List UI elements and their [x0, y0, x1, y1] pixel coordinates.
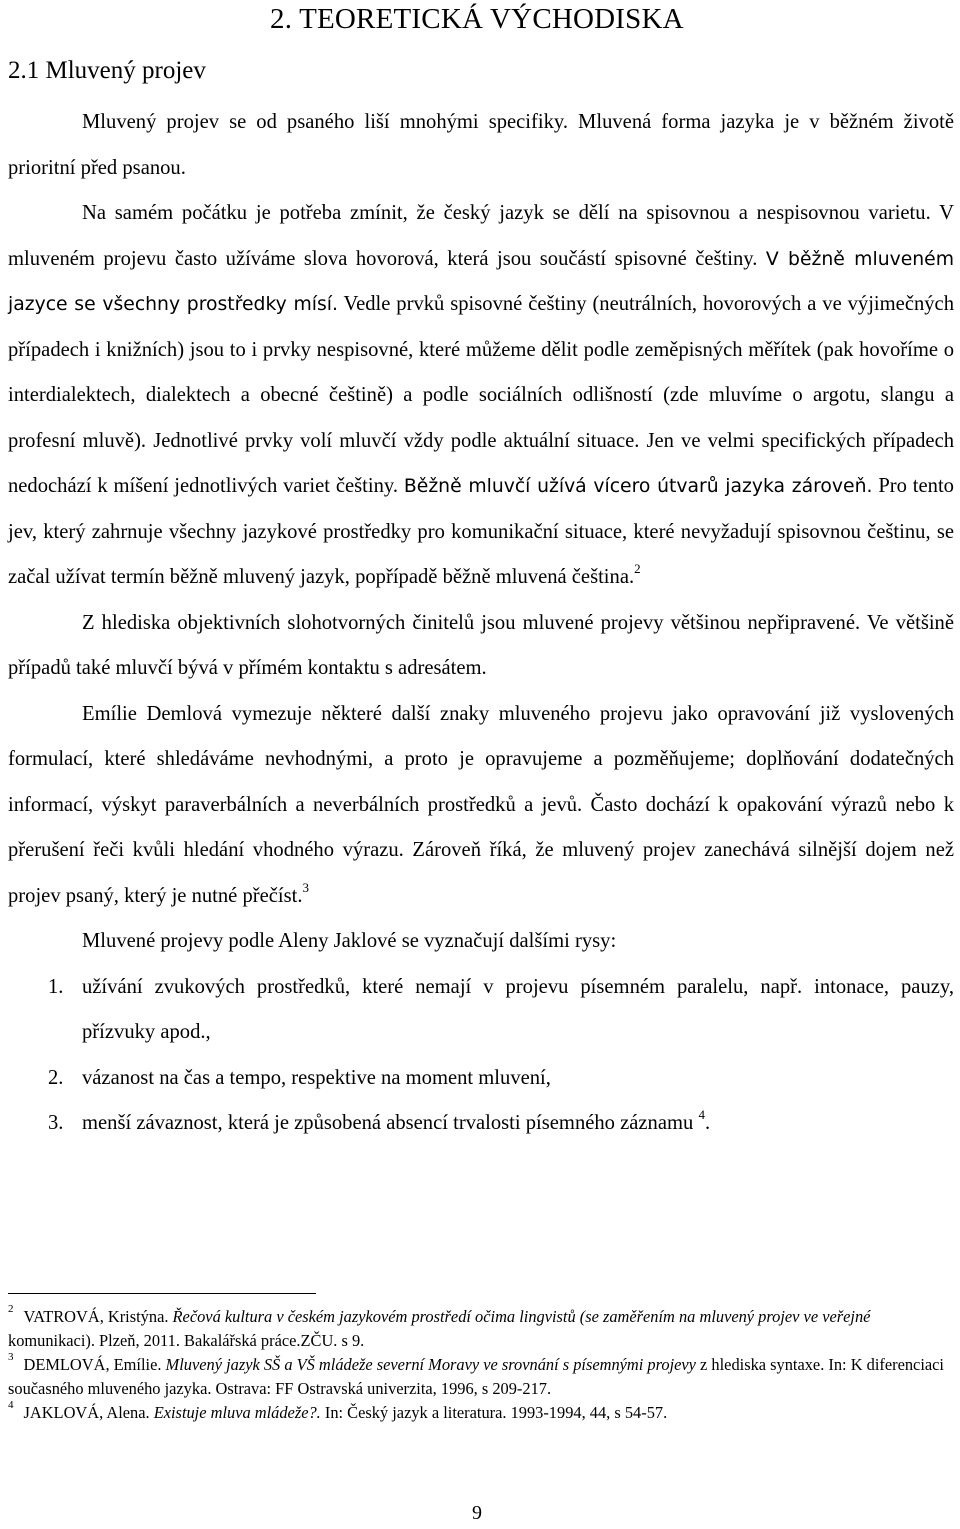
footnote-title: Mluvený jazyk SŠ a VŠ mládeže severní Moravy ve srovnání s písemnými projevy [165, 1355, 696, 1374]
list-item-number: 2. [48, 1066, 64, 1089]
footnote-rest: komunikaci). Plzeň, 2011. Bakalářská práce.ZČU. s 9. [8, 1331, 365, 1350]
paragraph-2-part-a: Na samém počátku je potřeba zmínit, že český jazyk se dělí na spisovnou a nespisovnou varietu. V mluveném projevu často užíváme slova hovorová, která jsou součástí spisovné češtiny. [8, 202, 954, 270]
footnote-2 [8, 1302, 954, 1353]
footnote-rest: z hlediska syntaxe. In: K diferenciaci současného mluveného jazyka. Ostrava: FF Ostravská univerzita, 1996, s 209-217. [8, 1355, 944, 1398]
body-text [8, 100, 954, 1147]
paragraph-2-part-b: V běžně mluveném jazyce se všechny prostředky mísí. [8, 248, 955, 315]
section-title: 2.1 Mluvený projev [8, 57, 206, 84]
list-item-number: 3. [48, 1112, 64, 1134]
footnote-ref-4[interactable]: 4 [698, 1107, 705, 1123]
footnote-ref-2[interactable]: 2 [634, 561, 641, 577]
footnote-4 [8, 1398, 954, 1425]
paragraph-3 [8, 601, 954, 692]
footnotes [8, 1302, 954, 1425]
footnote-separator [8, 1293, 316, 1294]
footnote-number: 2 [8, 1302, 14, 1315]
paragraph-4-text: Emílie Demlová vymezuje některé další znaky mluveného projevu jako opravování již vyslovených formulací, které shledáváme nevhodnými, a proto je opravujeme a pozměňujeme; doplňování dodatečných informací, výskyt paraverbálních a neverbálních prostředků a jevů. Často dochází k opakování výrazů nebo k přerušení řeči kvůli hledání vhodného výrazu. Zároveň říká, že mluvený projev zanechává silnější dojem než projev psaný, který je nutné přečíst. [8, 702, 954, 907]
chapter-title: 2. TEORETICKÁ VÝCHODISKA [270, 3, 684, 35]
footnote-ref-3[interactable]: 3 [302, 879, 310, 895]
list-item [8, 965, 954, 1056]
paragraph-2-part-d: Běžně mluvčí užívá vícero útvarů jazyka zároveň. [403, 476, 873, 497]
footnote-number: 4 [8, 1398, 14, 1411]
paragraph-3-text: Z hlediska objektivních slohotvorných činitelů jsou mluvené projevy většinou nepřipravené. Ve většině případů také mluvčí bývá v přímém kontaktu s adresátem. [8, 611, 954, 679]
paragraph-2 [8, 191, 954, 601]
footnote-title: Řečová kultura v českém jazykovém prostředí očima lingvistů (se zaměřením na mluvený projev ve veřejné [172, 1307, 871, 1326]
footnote-author: DEMLOVÁ, Emílie. [23, 1355, 162, 1374]
footnote-title: Existuje mluva mládeže?. [153, 1403, 321, 1422]
paragraph-2-part-e: Pro tento jev, který zahrnuje všechny jazykové prostředky pro komunikační situace, které nevyžadují spisovnou češtinu, se začal užívat termín běžně mluvený jazyk, popřípadě běžně mluvená čeština. [8, 475, 954, 588]
list-item-text: menší závaznost, která je způsobená absencí trvalosti písemného záznamu [82, 1112, 699, 1134]
list-item [8, 1101, 954, 1147]
paragraph-1-text: Mluvený projev se od psaného liší mnohými specifiky. Mluvená forma jazyka je v běžném životě prioritní před psanou. [8, 111, 954, 179]
list-item-tail: . [704, 1112, 711, 1134]
list-item-text: užívání zvukových prostředků, které nemají v projevu písemném paralelu, např. intonace, pauzy, přízvuky apod., [82, 975, 954, 1043]
footnote-author: JAKLOVÁ, Alena. [23, 1403, 150, 1422]
footnote-3 [8, 1350, 954, 1401]
paragraph-5 [8, 919, 954, 965]
feature-list [8, 965, 954, 1147]
page-number: 9 [472, 1502, 482, 1524]
footnote-number: 3 [8, 1350, 14, 1363]
paragraph-2-part-c: Vedle prvků spisovné češtiny (neutrálních, hovorových a ve výjimečných případech i knižních) jsou to i prvky nespisovné, které můžeme dělit podle zeměpisných měřítek (pak hovoříme o interdialektech, dialektech a obecné češtině) a podle sociálních odlišností (zde mluvíme o argotu, slangu a profesní mluvě). Jednotlivé prvky volí mluvčí vždy podle aktuální situace. Jen ve velmi specifických případech nedochází k míšení jednotlivých variet češtiny. [8, 293, 954, 497]
paragraph-4 [8, 692, 954, 920]
list-item-text: vázanost na čas a tempo, respektive na moment mluvení, [82, 1066, 551, 1089]
document-page [8, 0, 954, 1529]
footnote-author: VATROVÁ, Kristýna. [23, 1307, 169, 1326]
paragraph-5-text: Mluvené projevy podle Aleny Jaklové se vyznačují dalšími rysy: [82, 930, 617, 952]
list-item [8, 1056, 954, 1102]
list-item-number: 1. [48, 975, 64, 998]
paragraph-1 [8, 100, 954, 191]
footnote-rest: In: Český jazyk a literatura. 1993-1994, 44, s 54-57. [320, 1403, 668, 1422]
